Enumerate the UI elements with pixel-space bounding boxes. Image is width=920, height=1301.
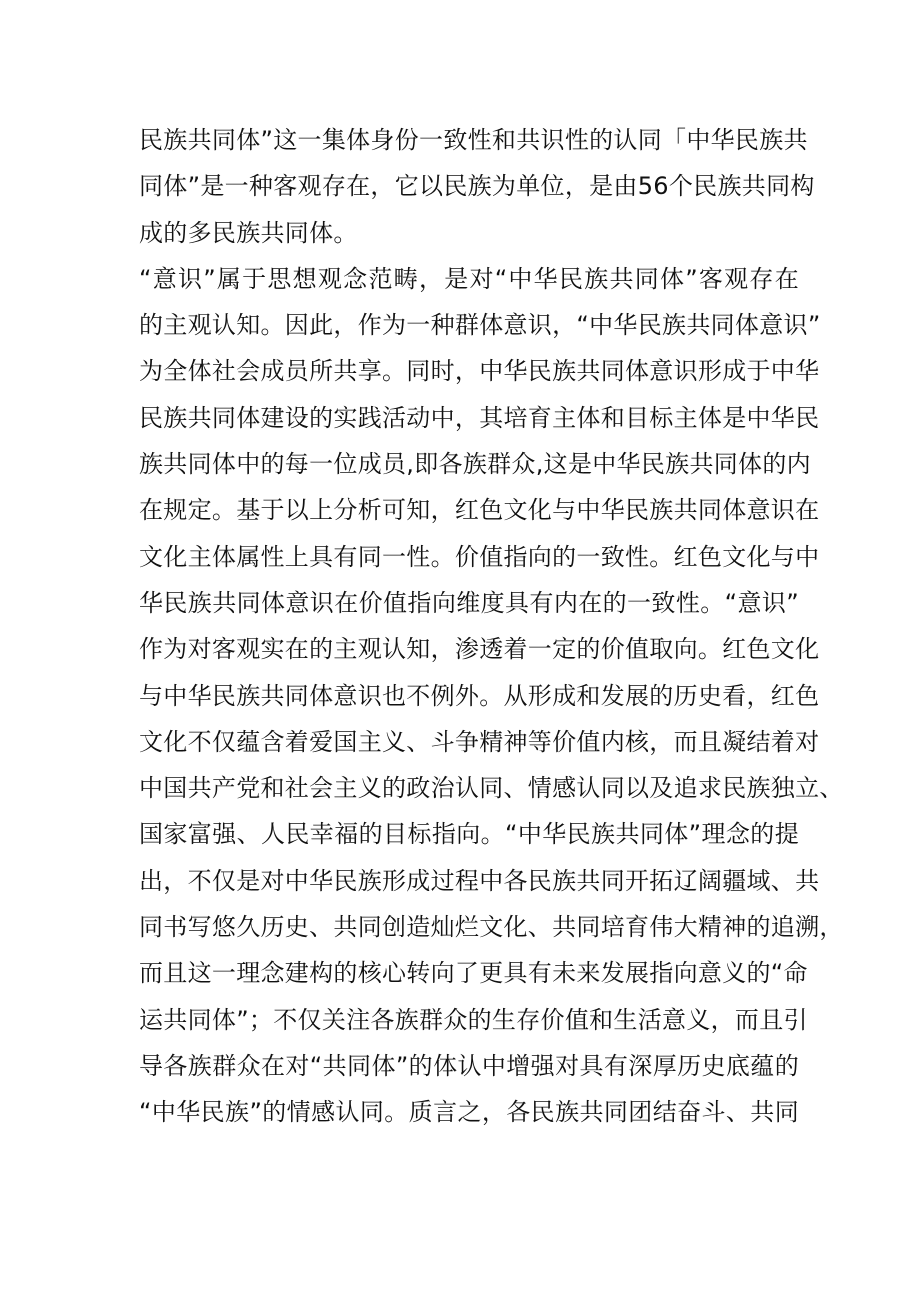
text-line: “意识”属于思想观念范畴，是对“中华民族共同体”客观存在 [139, 264, 799, 293]
text-line: 而且这一理念建构的核心转向了更具有未来发展指向意义的“命 [139, 959, 808, 988]
text-line: 族共同体中的每一位成员,即各族群众,这是中华民族共同体的内 [139, 450, 811, 479]
text-line: “中华民族”的情感认同。质言之，各民族共同团结奋斗、共同 [139, 1098, 799, 1127]
text-line: 为全体社会成员所共享。同时，中华民族共同体意识形成于中华 [139, 357, 820, 386]
text-line: 运共同体”；不仅关注各族群众的生存价值和生活意义，而且引 [139, 1005, 808, 1034]
text-line: 导各族群众在对“共同体”的体认中增强对具有深厚历史底蕴的 [139, 1051, 799, 1080]
text-line: 文化不仅蕴含着爱国主义、斗争精神等价值内核，而且凝结着对 [139, 727, 820, 756]
text-line: 民族共同体建设的实践活动中，其培育主体和目标主体是中华民 [139, 403, 820, 432]
text-line: 同体”是一种客观存在，它以民族为单位，是由56个民族共同构 [139, 172, 815, 201]
text-line: 出，不仅是对中华民族形成过程中各民族共同开拓辽阔疆域、共 [139, 866, 820, 895]
body-text [139, 117, 844, 1136]
text-line: 的主观认知。因此，作为一种群体意识，“中华民族共同体意识” [139, 311, 821, 340]
text-line: 华民族共同体意识在价值指向维度具有内在的一致性。“意识” [139, 588, 799, 617]
text-line: 在规定。基于以上分析可知，红色文化与中华民族共同体意识在 [139, 496, 820, 525]
text-line: 中国共产党和社会主义的政治认同、情感认同以及追求民族独立、 [139, 774, 844, 803]
text-line: 成的多民族共同体。 [139, 218, 358, 247]
text-line: 民族共同体”这一集体身份一致性和共识性的认同「中华民族共 [139, 126, 808, 154]
text-line: 文化主体属性上具有同一性。价值指向的一致性。红色文化与中 [139, 542, 820, 571]
text-line: 国家富强、人民幸福的目标指向。“中华民族共同体”理念的提 [139, 820, 799, 849]
text-line: 同书写悠久历史、共同创造灿烂文化、共同培育伟大精神的追溯， [139, 913, 844, 942]
text-line: 与中华民族共同体意识也不例外。从形成和发展的历史看，红色 [139, 681, 820, 710]
text-line: 作为对客观实在的主观认知，渗透着一定的价值取向。红色文化 [139, 635, 820, 664]
